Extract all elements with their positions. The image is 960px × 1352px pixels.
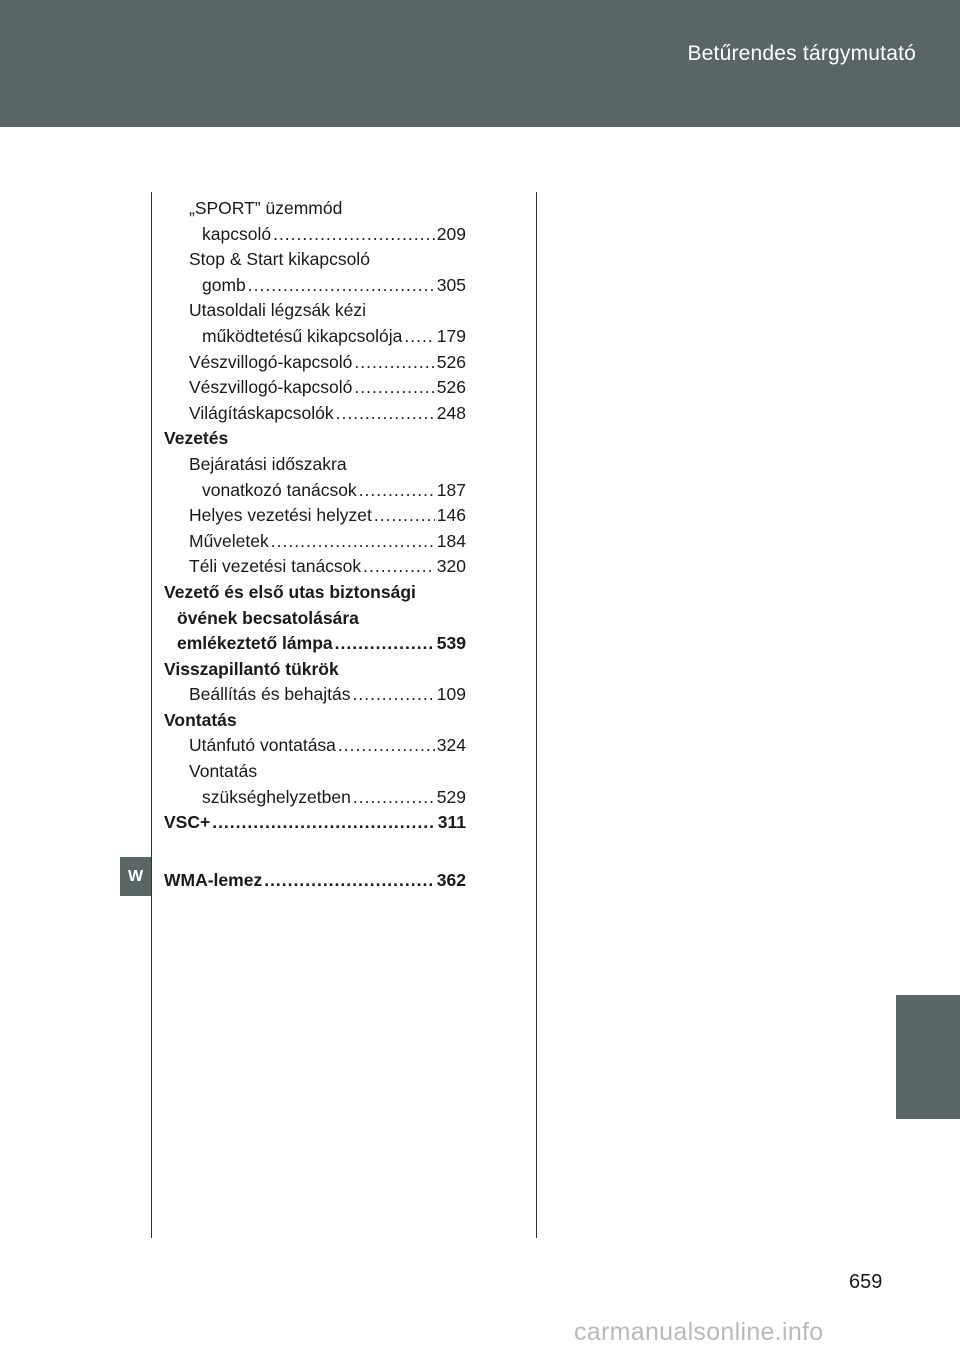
entry-text: működtetésű kikapcsolója [202,325,403,346]
dot-leader [336,401,435,427]
index-entry [164,868,466,894]
entry-text: Visszapillantó tükrök [164,658,339,679]
entry-text: Vontatás [164,709,237,730]
dot-leader [248,273,435,299]
entry-text: Vontatás [189,761,258,782]
dot-leader [271,529,435,555]
entry-text: övének becsatolására [177,607,359,628]
entry-text: „SPORT” üzemmód [189,198,343,218]
entry-page-number: 187 [436,479,466,500]
entry-text: Világításkapcsolók [189,402,334,423]
index-entry [164,222,466,248]
entry-text: emlékeztető lámpa [177,633,333,654]
entry-text: Vészvillogó-kapcsoló [189,351,353,372]
dot-leader [338,733,435,759]
header-bar [0,0,960,127]
entry-page-number: 529 [436,786,466,807]
index-entry [164,196,466,222]
index-entry [164,657,466,683]
entry-text: Utasoldali légzsák kézi [189,300,367,321]
section-title: Betűrendes tárgymutató [687,42,916,65]
entry-page-number: 526 [436,351,466,372]
entry-page-number: 526 [436,377,466,398]
column-rule-left [151,192,152,1238]
index-entry [164,554,466,580]
entry-text: VSC+ [164,812,211,833]
index-entry [164,401,466,427]
index-entry [164,606,466,632]
index-entry [164,298,466,324]
entry-page-number: 311 [437,812,466,833]
dot-leader [374,503,435,529]
dot-leader [353,682,435,708]
dot-leader [363,554,435,580]
letter-tab: W [120,857,151,896]
index-entry [164,375,466,401]
index-entry [164,580,466,606]
entry-text: Beállítás és behajtás [189,684,351,705]
index-entry [164,785,466,811]
dot-leader [273,222,435,248]
entry-text: gomb [202,274,246,295]
index-entry [164,759,466,785]
index-entry [164,733,466,759]
entry-gap [164,836,466,868]
entry-text: Vészvillogó-kapcsoló [189,377,353,398]
index-entry [164,452,466,478]
chapter-side-tab [896,995,960,1119]
entry-page-number: 184 [436,530,466,551]
entry-page-number: 248 [436,402,466,423]
index-entry [164,247,466,273]
entry-text: Utánfutó vontatása [189,735,336,756]
index-entry [164,324,466,350]
entry-page-number: 539 [436,633,466,654]
entry-text: Stop & Start kikapcsoló [189,249,370,270]
entry-text: Vezető és első utas biztonsági [164,581,416,602]
entry-text: Vezetés [164,428,229,449]
entry-page-number: 179 [436,325,466,346]
index-entry [164,503,466,529]
index-entry [164,810,466,836]
entry-text: Bejáratási időszakra [189,453,347,474]
dot-leader [353,785,435,811]
index-entry [164,350,466,376]
index-entry [164,708,466,734]
index-entry [164,426,466,452]
entry-text: kapcsoló [202,223,272,244]
entry-page-number: 209 [436,223,466,244]
page-number: 659 [849,1271,883,1293]
entry-page-number: 320 [436,556,466,577]
entry-text: szükséghelyzetben [202,786,351,807]
dot-leader [354,375,434,401]
index-entry [164,529,466,555]
entry-text: Műveletek [189,530,269,551]
dot-leader [212,810,436,836]
entry-page-number: 324 [436,735,466,756]
entry-page-number: 109 [436,684,466,705]
index-entry [164,682,466,708]
entry-text: WMA-lemez [164,869,263,890]
entry-text: vonatkozó tanácsok [202,479,357,500]
entry-text: Téli vezetési tanácsok [189,556,362,577]
entry-page-number: 305 [436,274,466,295]
index-entry [164,631,466,657]
entry-page-number: 146 [436,505,466,526]
dot-leader [359,478,435,504]
dot-leader [404,324,434,350]
index-entry [164,478,466,504]
dot-leader [264,868,435,894]
index-column [164,196,466,893]
entry-page-number: 362 [436,869,466,890]
index-entry [164,273,466,299]
entry-text: Helyes vezetési helyzet [189,505,372,526]
column-rule-right [536,192,537,1238]
dot-leader [354,350,434,376]
watermark: carmanualsonline.info [574,1318,824,1346]
dot-leader [335,631,435,657]
